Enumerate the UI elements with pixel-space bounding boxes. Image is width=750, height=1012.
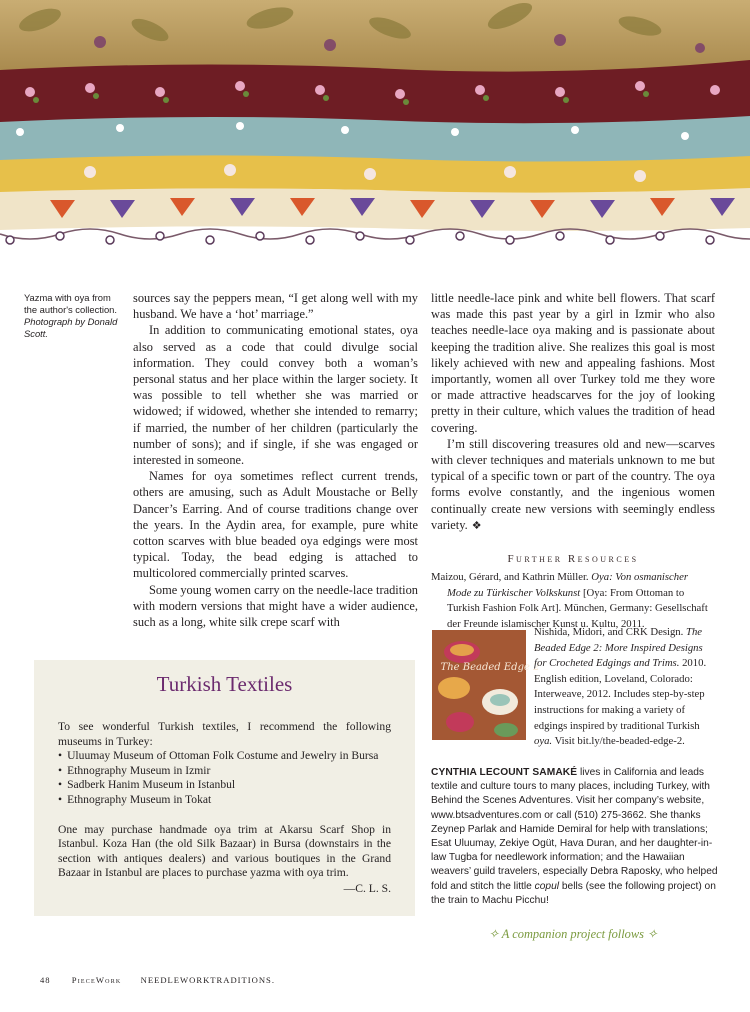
museum-item: • Ethnography Museum in Izmir — [58, 764, 391, 779]
reference-item — [431, 570, 715, 632]
reference-link[interactable]: Visit bit.ly/the-beaded-edge-2. — [554, 735, 685, 748]
bio-term: copul — [534, 880, 560, 892]
photo-credit: Photograph by Donald Scott. — [24, 316, 118, 339]
paragraph-text: I’m still discovering treasures old and new—scarves with clever techniques and materials unknown to me but typical of a specific town or part of the country. The oya forms evolve constantly, and the ingenious women continually create new versions with seemingly endless variety. — [431, 436, 715, 532]
museum-item: • Uluumay Museum of Ottoman Folk Costume and Jewelry in Bursa — [58, 749, 391, 764]
paragraph: little needle-lace pink and white bell flowers. That scarf was made this past year by a girl in Izmir who also teaches needle-lace oya making and is passionate about keeping the tradition alive. She realizes this goal is most likely achieved with new and appealing fashions. Most importantly, women all over Turkey told me they wore or made attractive headscarves for the joy of looking pretty in their culture, which values the tradition of head covering. — [431, 291, 715, 435]
sidebar-signature: —C. L. S. — [343, 881, 391, 895]
book-cover-image — [432, 630, 540, 740]
sidebar-title: Turkish Textiles — [156, 672, 293, 696]
museum-item: • Sadberk Hanim Museum in Istanbul — [58, 778, 391, 793]
museum-list — [58, 749, 391, 807]
reference-term: oya. — [534, 735, 553, 748]
turkish-textiles-sidebar — [34, 660, 415, 916]
end-mark-icon: ❖ — [471, 519, 482, 532]
paragraph — [431, 436, 715, 534]
article-column-1 — [133, 290, 418, 630]
reference-item — [534, 625, 715, 750]
book-cover-title: The Beaded Edge 2 — [440, 662, 540, 673]
sidebar-intro: To see wonderful Turkish textiles, I recommend the following museums in Turkey: — [58, 720, 391, 748]
reference-authors: Nishida, Midori, and CRK Design. — [534, 626, 684, 638]
paragraph: Some young women carry on the needle-lace tradition with modern versions that might have a wider audience, such as a long, white silk crepe scarf with — [133, 582, 418, 630]
author-name: CYNTHIA LECOUNT SAMAKÉ — [431, 767, 578, 778]
article-column-2 — [431, 290, 715, 534]
page-number: 48 — [40, 975, 51, 985]
paragraph: Names for oya sometimes reflect current trends, others are amusing, such as Adult Moustache or Belly Dancer’s Earring. And of course traditions change over the years. In the Aydin area, for example, pure white cotton scarves with blue beaded oya edgings were most typical. Today, the bead edging is attached to multicolored commercially printed scarves. — [133, 469, 418, 581]
reference-title: The Beaded Edge 2: More Inspired Designs for Crocheted Edgings and Trims. — [534, 626, 703, 670]
reference-details: 2010. English edition, Loveland, Colorado: Interweave, 2012. Includes step-by-step instructions for making a variety of edgings inspired by traditional Turkish — [534, 657, 707, 732]
textile-photograph — [0, 0, 750, 262]
bio-text-end: bells (see the following project) on the train to Machu Picchu! — [431, 880, 716, 906]
museum-item: • Ethnography Museum in Tokat — [58, 793, 391, 808]
page-footer — [40, 975, 275, 985]
paragraph: In addition to communicating emotional states, oya also served as a code that could divulge social information. They could convey both a woman’s personal status and her place within the larger society. It was possible to tell whether she was married or widowed; if widowed, whether she intended to remarry; if married, the number of her children (particularly the number of sons); and if single, if she was engaged or interested in someone. — [133, 323, 418, 468]
bio-text: lives in California and leads textile and culture tours to many places, including Turkey, with Behind the Scenes Adventures. Visit her company’s website, www.btsadventures.com or call (510) 275-3662. She thanks Zeynep Parlak and Hamide Demiral for help with translations; Esat Uluumay, Zekiye Ogüt, Hava Duran, and her daughter-in-law Tugba for needlework information; and the Hawaiian weavers’ guild travelers, especially Debra Raposky, who helped fold and stitch the little — [431, 767, 718, 892]
author-bio — [431, 766, 719, 908]
resource-list — [431, 570, 715, 632]
companion-project-note: ✧ A companion project follows ✧ — [488, 927, 658, 941]
sidebar-shopping-paragraph: One may purchase handmade oya trim at Akarsu Scarf Shop in Istanbul. Koza Han (the old Silk Bazaar) in Bursa (downstairs in the section with antiques dealers) and various boutiques in the Grand Bazaar in Istanbul are places to purchase yazma with oya trim. — [58, 822, 391, 880]
reference-details: [Oya: From Ottoman to Turkish Fashion Folk Art]. München, Germany: Gesellschaft der Freunde islamischer Kunst u. Kultu, 2011. — [447, 586, 708, 630]
photo-caption — [24, 292, 124, 340]
caption-text: Yazma with oya from the author's collection. — [24, 292, 117, 315]
magazine-name: PieceWork — [71, 975, 122, 985]
paragraph: sources say the peppers mean, “I get along well with my husband. We have a ‘hot’ marriage.” — [133, 291, 418, 322]
reference-title: Oya: Von osmanischer Mode zu Türkischer Volkskunst — [447, 571, 689, 599]
further-resources-heading — [431, 553, 715, 565]
reference-authors: Maizou, Gérard, and Kathrin Müller. — [431, 571, 589, 583]
further-resources-title: Further Resources — [507, 553, 639, 565]
footer-website: NEEDLEWORKTRADITIONS. — [140, 975, 275, 985]
